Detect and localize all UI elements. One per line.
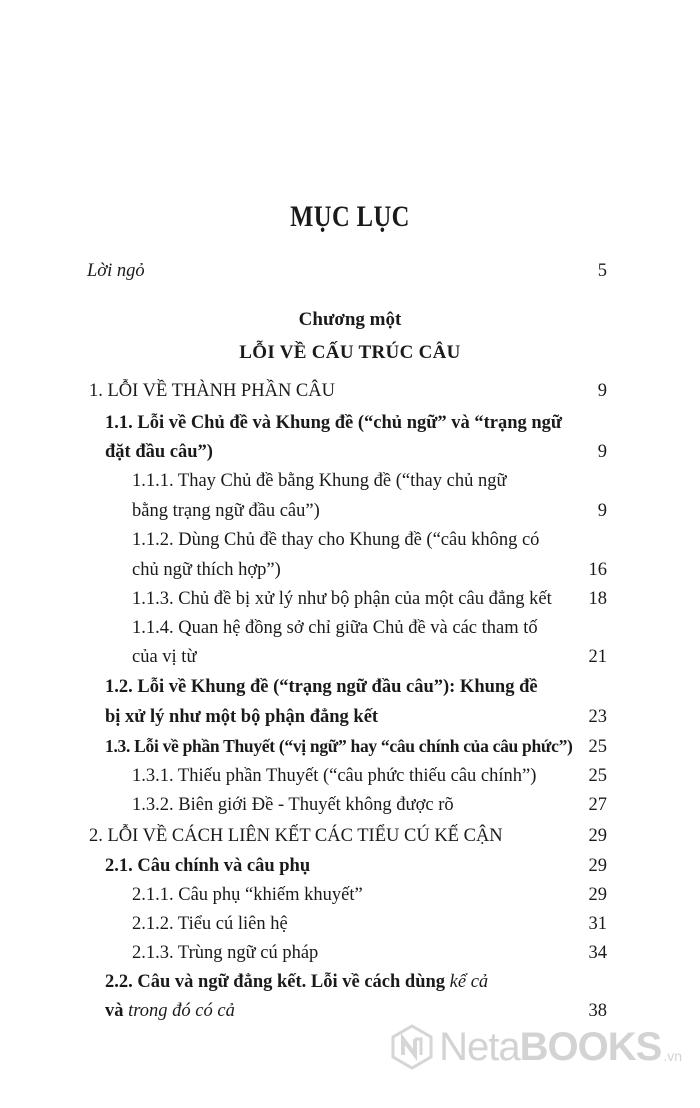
toc-entry-1-1: 1.1. Lỗi về Chủ đề và Khung đề (“chủ ngữ” và “trạng ngữ xyxy=(105,413,563,433)
toc-entry-2-2-text: 2.2. Câu và ngữ đẳng kết. Lỗi về cách dùng xyxy=(105,972,450,992)
watermark-brand xyxy=(439,1025,661,1070)
toc-entry-1-1-2-cont: chủ ngữ thích hợp”) xyxy=(132,560,281,580)
toc-entry-2-2-cont-text: và xyxy=(105,1001,129,1021)
toc-entry-2-1-1-page: 29 xyxy=(588,885,607,905)
toc-entry-2-1-page: 29 xyxy=(588,856,607,876)
toc-entry-1-2-cont: bị xử lý như một bộ phận đẳng kết xyxy=(105,707,379,727)
toc-entry-2-2-cont xyxy=(105,1002,235,1021)
watermark-brand-a: Neta xyxy=(439,1024,520,1069)
toc-entry-2-2 xyxy=(105,973,488,992)
toc-entry-2-1-3-page: 34 xyxy=(588,943,607,963)
page-title: MỤC LỤC xyxy=(290,200,410,233)
toc-entry-2-1-1: 2.1.1. Câu phụ “khiếm khuyết” xyxy=(132,885,363,905)
watermark-brand-b: BOOKS xyxy=(519,1024,662,1069)
toc-entry-1-page: 9 xyxy=(597,381,607,401)
toc-entry-1-3-2: 1.3.2. Biên giới Đề - Thuyết không được rõ xyxy=(132,795,454,815)
chapter-heading: Chương một xyxy=(298,309,402,330)
watermark-tld: .vn xyxy=(663,1048,682,1064)
toc-intro-page: 5 xyxy=(597,261,607,281)
toc-entry-1-3-2-page: 27 xyxy=(588,795,607,815)
toc-entry-1-1-page: 9 xyxy=(597,442,607,462)
toc-entry-1-1-4-cont: của vị từ xyxy=(132,647,197,667)
netabooks-watermark xyxy=(389,1024,682,1070)
toc-entry-2-2-italic: kể cả xyxy=(449,972,489,992)
toc-entry-2: 2. LỖI VỀ CÁCH LIÊN KẾT CÁC TIỂU CÚ KẾ CẬN xyxy=(89,826,503,846)
toc-entry-1-1-1-cont: bằng trạng ngữ đầu câu”) xyxy=(132,501,320,521)
toc-entry-2-1-3: 2.1.3. Trùng ngữ cú pháp xyxy=(132,943,319,963)
chapter-title: LỖI VỀ CẤU TRÚC CÂU xyxy=(239,342,461,363)
toc-entry-1-2: 1.2. Lỗi về Khung đề (“trạng ngữ đầu câu”): Khung đề xyxy=(105,677,538,697)
toc-entry-2-page: 29 xyxy=(588,826,607,846)
toc-intro-label: Lời ngỏ xyxy=(87,261,145,281)
toc-entry-1-3-page: 25 xyxy=(588,737,607,757)
toc-entry-1-1-1-page: 9 xyxy=(597,501,607,521)
toc-entry-1-1-4: 1.1.4. Quan hệ đồng sở chỉ giữa Chủ đề và các tham tố xyxy=(132,618,538,638)
toc-entry-1: 1. LỖI VỀ THÀNH PHẦN CÂU xyxy=(89,381,335,401)
toc-entry-2-1-2: 2.1.2. Tiểu cú liên hệ xyxy=(132,914,288,934)
toc-entry-1-1-cont: đặt đầu câu”) xyxy=(105,442,213,462)
toc-entry-1-1-1: 1.1.1. Thay Chủ đề bằng Khung đề (“thay chủ ngữ xyxy=(132,471,507,491)
toc-entry-1-1-3: 1.1.3. Chủ đề bị xử lý như bộ phận của một câu đẳng kết xyxy=(132,589,552,609)
toc-entry-1-1-4-page: 21 xyxy=(588,647,607,667)
toc-entry-2-1: 2.1. Câu chính và câu phụ xyxy=(105,856,311,876)
toc-entry-1-1-3-page: 18 xyxy=(588,589,607,609)
toc-entry-1-1-2-page: 16 xyxy=(588,560,607,580)
toc-entry-1-1-2: 1.1.2. Dùng Chủ đề thay cho Khung đề (“câu không có xyxy=(132,530,540,550)
toc-entry-1-2-page: 23 xyxy=(588,707,607,727)
toc-entry-2-1-2-page: 31 xyxy=(588,914,607,934)
toc-entry-2-2-cont-italic: trong đó có cả xyxy=(128,1001,235,1021)
toc-entry-1-3-1-page: 25 xyxy=(588,766,607,786)
netabooks-logo-icon xyxy=(389,1024,435,1070)
toc-entry-1-3: 1.3. Lỗi về phần Thuyết (“vị ngữ” hay “câu chính của câu phức”) xyxy=(105,736,573,756)
toc-entry-2-2-page: 38 xyxy=(588,1001,607,1021)
toc-entry-1-3-1: 1.3.1. Thiếu phần Thuyết (“câu phức thiếu câu chính”) xyxy=(132,766,537,786)
